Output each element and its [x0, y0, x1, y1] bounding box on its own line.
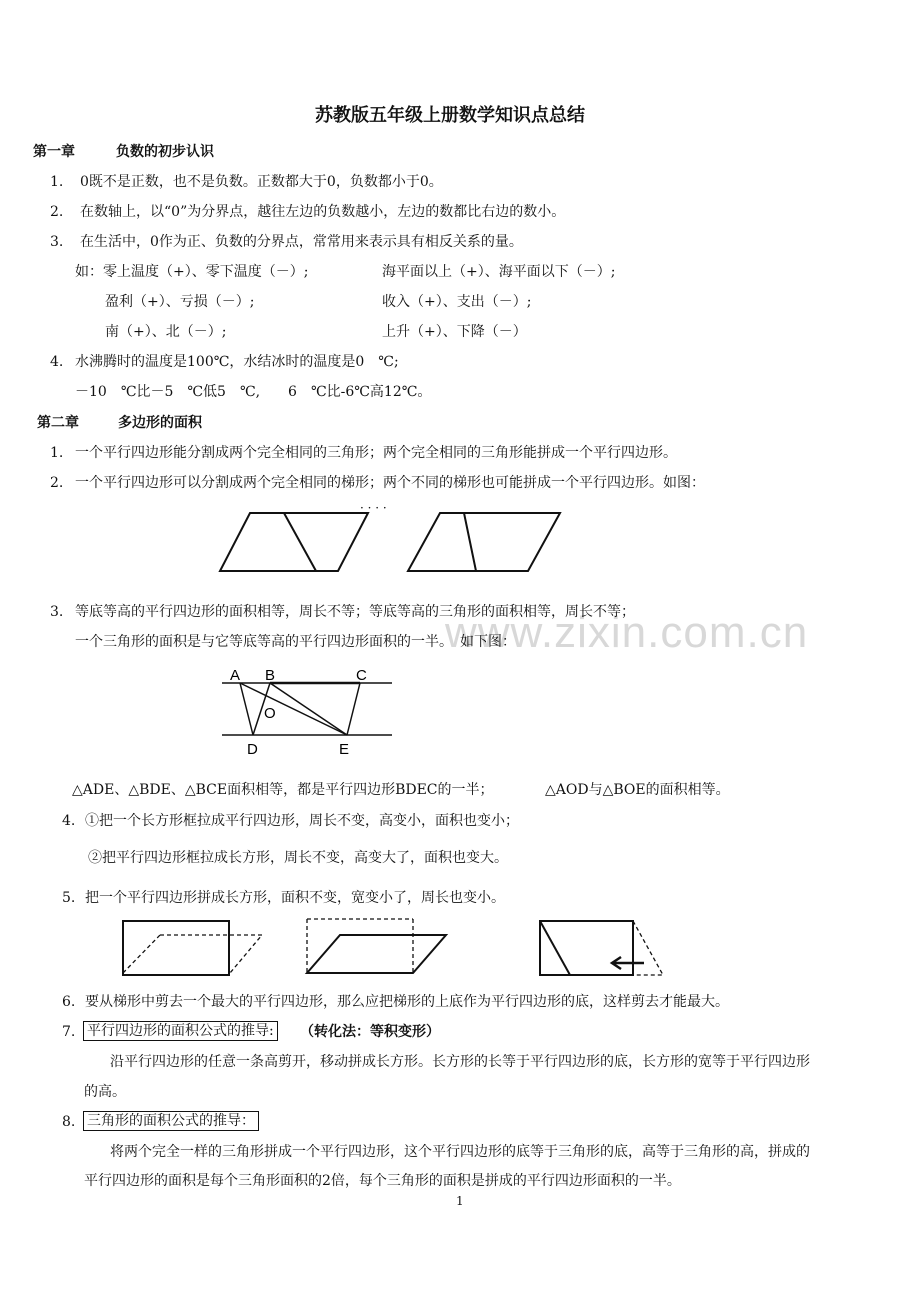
label-a: A	[230, 667, 241, 684]
label-c: C	[356, 667, 367, 684]
label-b: B	[265, 667, 276, 684]
ch2-item5-text: 把一个平行四边形拼成长方形，面积不变，宽变小了，周长也变小。	[85, 890, 505, 906]
ch2-item4-line1: ①把一个长方形框拉成平行四边形，周长不变，高变小，面积也变小；	[85, 813, 519, 829]
ch1-item4-text: 水沸腾时的温度是100℃，水结冰时的温度是0 ℃;	[75, 354, 399, 370]
ch2-item5-number: 5.	[62, 890, 76, 906]
example-row2-left: 盈利（+）、亏损（－）;	[105, 294, 255, 310]
rectangle-1	[123, 921, 229, 975]
label-o: O	[264, 705, 276, 722]
triangle-area-figure	[220, 663, 420, 763]
ch2-item2-number: 2.	[50, 475, 64, 491]
parallelogram-left	[220, 513, 368, 571]
page-number: 1	[456, 1194, 464, 1208]
chapter2-heading-number: 第二章	[37, 415, 79, 431]
ch2-item1-number: 1.	[50, 445, 64, 461]
chapter1-heading-number: 第一章	[33, 144, 75, 160]
ch2-item4-number: 4.	[62, 813, 76, 829]
chapter1-heading-title: 负数的初步认识	[116, 144, 214, 160]
parallelogram-right	[408, 513, 560, 571]
ch1-item-number: 3.	[50, 234, 64, 250]
parallelogram-to-rectangle-figure	[0, 915, 920, 985]
ch2-item1-text: 一个平行四边形能分割成两个完全相同的三角形；两个完全相同的三角形能拼成一个平行四边形。	[75, 445, 677, 461]
ch2-item3-note2: △AOD与△BOE的面积相等。	[545, 782, 730, 798]
ch2-item8-body-line2: 平行四边形的面积是每个三角形面积的2倍，每个三角形的面积是拼成的平行四边形面积的一半。	[84, 1173, 681, 1189]
ch1-item-number: 1.	[50, 174, 64, 190]
example-row3-right: 上升（+）、下降（－）	[382, 324, 527, 340]
ch2-item7-number: 7.	[62, 1024, 76, 1040]
ch2-item4-line2: ②把平行四边形框拉成长方形，周长不变，高变大了，面积也变大。	[88, 850, 508, 866]
ch2-item7-method: （转化法：等积变形）	[300, 1024, 440, 1040]
ch2-item3-note1: △ADE、△BDE、△BCE面积相等，都是平行四边形BDEC的一半；	[72, 782, 494, 798]
example-row1-left: 如：零上温度（+）、零下温度（－）;	[75, 264, 309, 280]
ch2-item6-text: 要从梯形中剪去一个最大的平行四边形，那么应把梯形的上底作为平行四边形的底，这样剪去才能最大。	[85, 994, 729, 1010]
ch2-item3-line2: 一个三角形的面积是与它等底等高的平行四边形面积的一半。 如下图：	[75, 634, 516, 650]
example-row3-left: 南（+）、北（－）;	[105, 324, 227, 340]
chapter2-heading-title: 多边形的面积	[118, 415, 202, 431]
label-d: D	[247, 741, 258, 758]
page-title: 苏教版五年级上册数学知识点总结	[315, 105, 585, 126]
ch2-item7-body-line1: 沿平行四边形的任意一条高剪开，移动拼成长方形。长方形的长等于平行四边形的底，长方形的宽等于平行四边形	[110, 1054, 810, 1070]
example-row2-right: 收入（+）、支出（－）;	[382, 294, 532, 310]
ch1-item-text: 0既不是正数，也不是负数。正数都大于0，负数都小于0。	[80, 174, 443, 190]
ch2-item8-number: 8.	[62, 1114, 76, 1130]
ch1-item4-line2: －10 ℃比－5 ℃低5 ℃, 6 ℃比-6℃高12℃。	[75, 384, 432, 400]
ch2-item8-boxed-title: 三角形的面积公式的推导：	[83, 1111, 259, 1131]
watermark: www.zixin.com.cn	[445, 608, 809, 657]
ch2-item7-boxed-title: 平行四边形的面积公式的推导:	[83, 1021, 278, 1041]
ch1-item-number: 2.	[50, 204, 64, 220]
ch1-item-text: 在数轴上，以“0”为分界点，越往左边的负数越小，左边的数都比右边的数小。	[80, 204, 566, 220]
trapezoid-split-figure	[0, 505, 920, 585]
cut-line-right	[464, 513, 476, 571]
label-e: E	[339, 741, 350, 758]
parallelogram-2	[307, 935, 446, 973]
ch2-item3-text: 等底等高的平行四边形的面积相等，周长不等；等底等高的三角形的面积相等，周长不等；	[75, 604, 635, 620]
ch1-item4-number: 4.	[50, 354, 64, 370]
ch2-item8-body-line1: 将两个完全一样的三角形拼成一个平行四边形，这个平行四边形的底等于三角形的底，高等于三角形的高，拼成的	[110, 1144, 810, 1160]
ch2-item7-body-line2: 的高。	[84, 1084, 126, 1100]
figure-dots: · · · ·	[360, 501, 387, 515]
cut-line-left	[284, 513, 316, 571]
ch1-item-text: 在生活中，0作为正、负数的分界点，常常用来表示具有相反关系的量。	[80, 234, 523, 250]
ch2-item6-number: 6.	[62, 994, 76, 1010]
ch2-item2-text: 一个平行四边形可以分割成两个完全相同的梯形；两个不同的梯形也可能拼成一个平行四边形。如图：	[75, 475, 705, 491]
example-row1-right: 海平面以上（+）、海平面以下（－）;	[382, 264, 616, 280]
ch2-item3-number: 3.	[50, 604, 64, 620]
